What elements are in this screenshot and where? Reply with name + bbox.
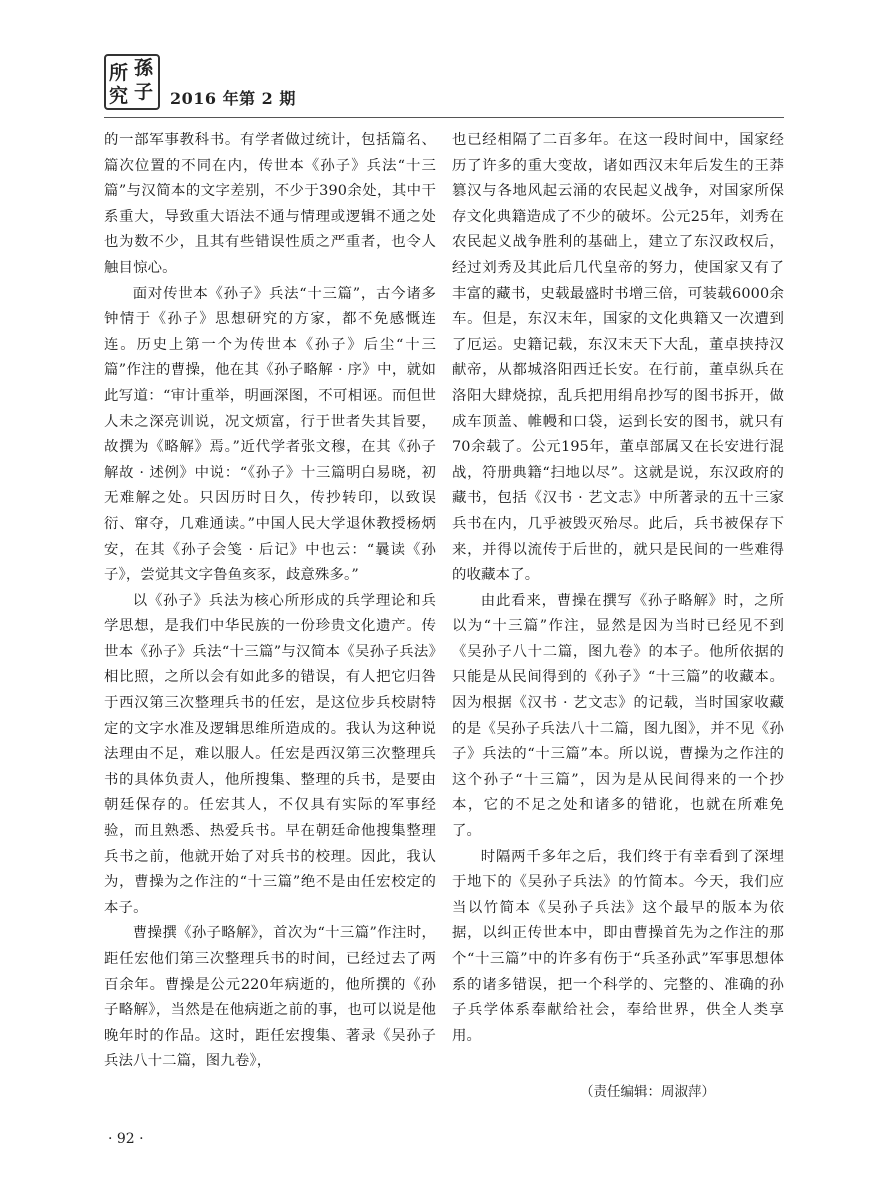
- paragraph: 面对传世本《孙子》兵法“十三篇”，古今诸多钟情于《孙子》思想研究的方家，都不免感慨连连。历史上第一个为传世本《孙子》后尘“十三篇”作注的曹操，他在其《孙子略解 · 序》中，就如此写道：“审计重举，明画深图，不可相诬。而但世人未之深亮训说，况文烦富，行于世者失其旨要，故撰为《略解》焉。”近代学者张文穆，在其《孙子解故 · 述例》中说：“《孙子》十三篇明白易晓，初无难解之处。只因历时日久，传抄转印，以致误衍、窜夺，几难通读。”中国人民大学退休教授杨炳安，在其《孙子会笺 · 后记》中也云：“曩读《孙子》，尝觉其文字鲁鱼亥豕，歧意殊多。”: [104, 285, 436, 584]
- paragraph: 曹操撰《孙子略解》，首次为“十三篇”作注时，距任宏他们第三次整理兵书的时间，已经过去了两百余年。曹操是公元220年病逝的，他所撰的《孙子略解》，当然是在他病逝之前的事，也可以说是他晚年时的作品。这时，距任宏搜集、著录《吴孙子兵法八十二篇，图九卷》，: [104, 925, 436, 1070]
- paragraph: 由此看来，曹操在撰写《孙子略解》时，之所以为“十三篇”作注，显然是因为当时已经见不到《吴孙子八十二篇，图九卷》的本子。他所依据的只能是从民间得到的《孙子》“十三篇”的收藏本。因为根据《汉书 · 艺文志》的记载，当时国家收藏的是《吴孙子兵法八十二篇，图九图》，并不见《孙子》兵法的“十三篇”本。所以说，曹操为之作注的这个孙子“十三篇”，因为是从民间得来的一个抄本，它的不足之处和诸多的错讹，也就在所难免了。: [452, 592, 784, 840]
- paragraph: 时隔两千多年之后，我们终于有幸看到了深埋于地下的《吴孙子兵法》的竹简本。今天，我们应当以竹简本《吴孙子兵法》这个最早的版本为依据，以纠正传世本中，即由曹操首先为之作注的那个“十三篇”中的许多有伤于“兵圣孙武”军事思想体系的诸多错误，把一个科学的、完整的、准确的孙子兵学体系奉献给社会，奉给世界，供全人类享用。: [452, 848, 784, 1044]
- journal-logo: [104, 54, 160, 110]
- logo-char: 孫: [134, 57, 154, 79]
- header-divider: [104, 117, 784, 118]
- paragraph: 也已经相隔了二百多年。在这一段时间中，国家经历了许多的重大变故，诸如西汉末年后发生的王莽篡汉与各地风起云涌的农民起义战争，对国家所保存文化典籍造成了不少的破坏。公元25年，刘秀在农民起义战争胜利的基础上，建立了东汉政权后，经过刘秀及其此后几代皇帝的努力，使国家又有了丰富的藏书，史载最盛时书增三倍，可装载6000余车。但是，东汉末年，国家的文化典籍又一次遭到了厄运。史籍记载，东汉末天下大乱，董卓挟持汉献帝，从都城洛阳西迁长安。在行前，董卓纵兵在洛阳大肆烧掠，乱兵把用绢帛抄写的图书拆开，做成车顶盖、帷幔和口袋，运到长安的图书，就只有70余载了。公元195年，董卓部属又在长安进行混战，符册典籍“扫地以尽”。这就是说，东汉政府的藏书，包括《汉书 · 艺文志》中所著录的五十三家兵书在内，几乎被毁灭殆尽。此后，兵书被保存下来，并得以流传于后世的，就只是民间的一些难得的收藏本了。: [452, 132, 784, 584]
- logo-char: 究: [109, 85, 129, 107]
- editor-note: （责任编辑：周淑萍）: [580, 1084, 715, 1100]
- paragraph: 的一部军事教科书。有学者做过统计，包括篇名、篇次位置的不同在内，传世本《孙子》兵法“十三篇”与汉简本的文字差别，不少于390余处，其中干系重大，导致重大语法不通与情理或逻辑不通之处也为数不少，且其有些错误性质之严重者，也令人触目惊心。: [104, 132, 436, 276]
- page-number: · 92 ·: [108, 1131, 144, 1147]
- journal-header: [104, 48, 784, 118]
- paragraph: 以《孙子》兵法为核心所形成的兵学理论和兵学思想，是我们中华民族的一份珍贵文化遗产。传世本《孙子》兵法“十三篇”与汉简本《吴孙子兵法》相比照，之所以会有如此多的错误，有人把它归咎于西汉第三次整理兵书的任宏，是这位步兵校尉特定的文字水准及逻辑思维所造成的。我认为这种说法理由不足，难以服人。任宏是西汉第三次整理兵书的具体负责人，他所搜集、整理的兵书，是要由朝廷保存的。任宏其人，不仅具有实际的军事经验，而且熟悉、热爱兵书。早在朝廷命他搜集整理兵书之前，他就开始了对兵书的校理。因此，我认为，曹操为之作注的“十三篇”绝不是由任宏校定的本子。: [104, 592, 436, 916]
- left-column: [104, 128, 436, 1178]
- logo-char: 所: [109, 62, 129, 84]
- right-column: [452, 128, 784, 1178]
- issue-label: 2016 年第 2 期: [170, 89, 296, 108]
- logo-char: 子: [134, 81, 154, 103]
